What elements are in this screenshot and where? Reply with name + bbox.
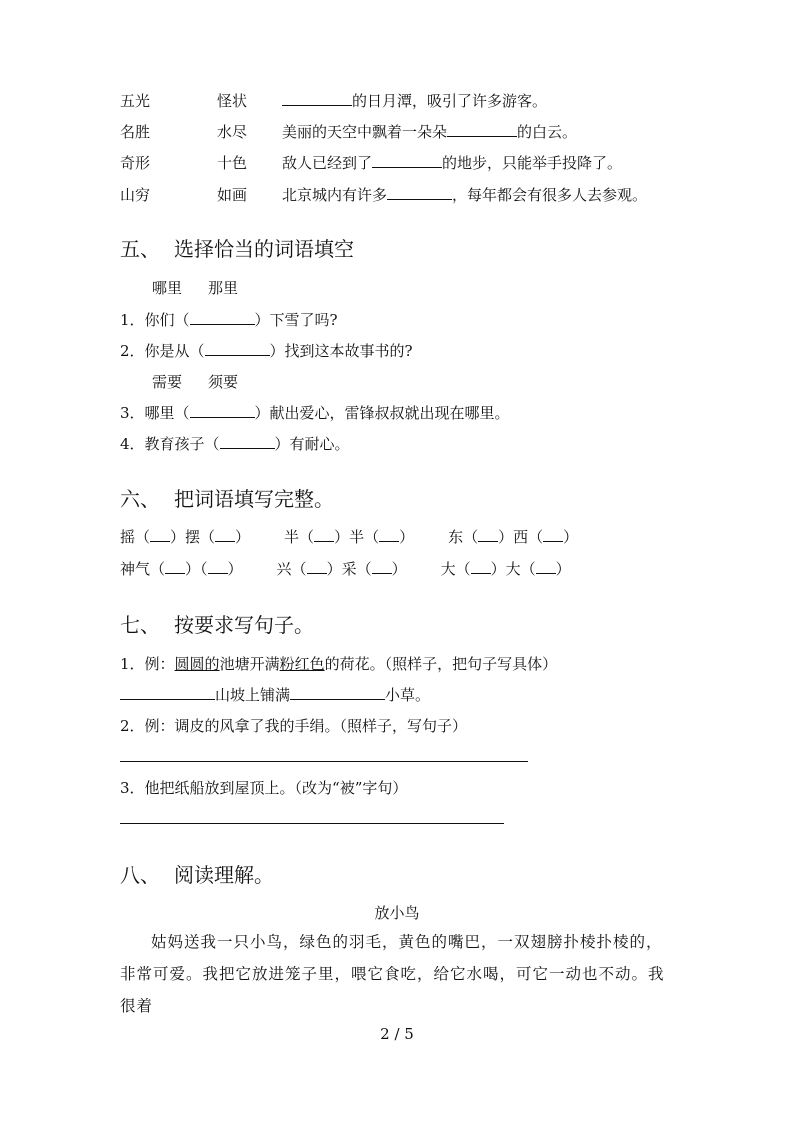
answer-blank[interactable] bbox=[215, 527, 235, 542]
word-option: 哪里 bbox=[152, 279, 183, 297]
answer-blank[interactable] bbox=[314, 527, 334, 542]
answer-blank[interactable] bbox=[536, 559, 556, 574]
sentence-post: 的地步，只能举手投降了。 bbox=[442, 154, 623, 172]
match-mid: 怪状 bbox=[217, 92, 248, 110]
question-text: 1．例： bbox=[120, 655, 175, 673]
answer-blank[interactable] bbox=[190, 403, 255, 418]
underlined-word: 粉红色 bbox=[279, 655, 325, 673]
section-number: 八、 bbox=[120, 863, 160, 887]
question bbox=[120, 402, 510, 423]
answer-blank[interactable] bbox=[205, 341, 270, 356]
match-mid: 十色 bbox=[217, 154, 248, 172]
section-number: 六、 bbox=[120, 487, 160, 511]
match-mid: 如画 bbox=[217, 186, 248, 204]
match-mid: 水尽 bbox=[217, 123, 248, 141]
idiom-row bbox=[120, 526, 578, 547]
match-left: 奇形 bbox=[120, 154, 151, 172]
section-title: 阅读理解。 bbox=[174, 863, 274, 887]
question-text: 4．教育孩子（ bbox=[120, 435, 220, 453]
question: 3．他把纸船放到屋顶上。（改为“被”字句） bbox=[120, 779, 408, 797]
answer-blank[interactable] bbox=[282, 91, 352, 106]
word-choices bbox=[152, 277, 264, 298]
idiom-text: ）（ bbox=[185, 560, 208, 578]
underlined-word: 圆圆的 bbox=[174, 655, 220, 673]
sentence-pre: 敌人已经到了 bbox=[282, 154, 373, 172]
answer-blank[interactable] bbox=[379, 527, 399, 542]
idiom-text: 兴（ bbox=[276, 560, 307, 578]
answer-blank[interactable] bbox=[471, 559, 491, 574]
idiom-text: ） bbox=[563, 528, 579, 546]
sentence-post: 的日月潭，吸引了许多游客。 bbox=[352, 92, 548, 110]
section-number: 七、 bbox=[120, 613, 160, 637]
question-text: 小草。 bbox=[385, 686, 431, 704]
match-left: 五光 bbox=[120, 92, 151, 110]
idiom-text: ）摆（ bbox=[170, 528, 216, 546]
paragraph-text: 姑妈送我一只小鸟，绿色的羽毛，黄色的嘴巴，一双翅膀扑棱扑棱的，非常可爱。我把它放进笼子里，喂它食吃，给它水喝，可它一动也不动。我很着 bbox=[120, 933, 665, 1015]
answer-blank[interactable] bbox=[150, 527, 170, 542]
idiom-text: ） bbox=[399, 528, 415, 546]
sentence-post: ，每年都会有很多人去参观。 bbox=[452, 186, 648, 204]
answer-blank[interactable] bbox=[372, 153, 442, 168]
word-option: 须要 bbox=[208, 373, 239, 391]
page-number: 2 / 5 bbox=[380, 1025, 414, 1043]
word-option: 那里 bbox=[208, 279, 239, 297]
story-paragraph bbox=[120, 926, 666, 1022]
idiom-text: ） bbox=[555, 560, 571, 578]
question bbox=[120, 433, 350, 454]
answer-line[interactable] bbox=[120, 823, 504, 824]
word-option: 需要 bbox=[152, 373, 183, 391]
idiom-text: 大（ bbox=[440, 560, 471, 578]
answer-blank[interactable] bbox=[220, 434, 275, 449]
section-title: 把词语填写完整。 bbox=[174, 487, 334, 511]
idiom-text: 东（ bbox=[448, 528, 479, 546]
answer-blank[interactable] bbox=[387, 185, 452, 200]
question: 2．例：调皮的风拿了我的手绢。（照样子，写句子） bbox=[120, 717, 468, 735]
question bbox=[120, 684, 430, 705]
answer-line[interactable] bbox=[120, 761, 528, 762]
question bbox=[120, 340, 413, 361]
question-text: ）找到这本故事书的? bbox=[269, 342, 413, 360]
idiom-text: 摇（ bbox=[120, 528, 151, 546]
sentence-post: 的白云。 bbox=[517, 123, 578, 141]
section-number: 五、 bbox=[120, 237, 160, 261]
answer-blank[interactable] bbox=[447, 122, 517, 137]
idiom-text: ）半（ bbox=[334, 528, 380, 546]
answer-blank[interactable] bbox=[165, 559, 185, 574]
idiom-row bbox=[120, 558, 571, 579]
question bbox=[120, 653, 557, 674]
section-title: 按要求写句子。 bbox=[174, 613, 314, 637]
match-left: 名胜 bbox=[120, 123, 151, 141]
word-choices bbox=[152, 371, 264, 392]
section-title: 选择恰当的词语填空 bbox=[174, 237, 354, 261]
question-text: 3．哪里（ bbox=[120, 404, 190, 422]
question-text: ）有耐心。 bbox=[274, 435, 350, 453]
idiom-text: ） bbox=[391, 560, 407, 578]
section-heading bbox=[120, 859, 274, 888]
question-text: ）下雪了吗? bbox=[254, 311, 338, 329]
question-text: ）献出爱心，雷锋叔叔就出现在哪里。 bbox=[254, 404, 510, 422]
question-text: 1．你们（ bbox=[120, 311, 190, 329]
answer-blank[interactable] bbox=[478, 527, 498, 542]
section-heading bbox=[120, 483, 334, 512]
idiom-text: ）大（ bbox=[490, 560, 536, 578]
match-left: 山穷 bbox=[120, 186, 151, 204]
sentence-pre: 北京城内有许多 bbox=[282, 186, 388, 204]
answer-blank[interactable] bbox=[307, 559, 327, 574]
question-text: 2．你是从（ bbox=[120, 342, 205, 360]
answer-blank[interactable] bbox=[372, 559, 392, 574]
answer-blank[interactable] bbox=[208, 559, 228, 574]
question-text: 山坡上铺满 bbox=[215, 686, 291, 704]
question-text: 池塘开满 bbox=[219, 655, 280, 673]
idiom-text: ）西（ bbox=[498, 528, 544, 546]
sentence-pre: 美丽的天空中飘着一朵朵 bbox=[282, 123, 448, 141]
answer-blank[interactable] bbox=[543, 527, 563, 542]
idiom-text: ） bbox=[235, 528, 251, 546]
answer-blank[interactable] bbox=[120, 685, 215, 700]
answer-blank[interactable] bbox=[290, 685, 385, 700]
story-title: 放小鸟 bbox=[374, 904, 420, 922]
section-heading bbox=[120, 609, 314, 638]
idiom-text: 神气（ bbox=[120, 560, 166, 578]
idiom-text: 半（ bbox=[284, 528, 315, 546]
question bbox=[120, 309, 338, 330]
question-text: 的荷花。（照样子，把句子写具体） bbox=[324, 655, 558, 673]
idiom-text: ） bbox=[227, 560, 243, 578]
idiom-text: ）采（ bbox=[326, 560, 372, 578]
section-heading bbox=[120, 233, 354, 262]
answer-blank[interactable] bbox=[190, 310, 255, 325]
